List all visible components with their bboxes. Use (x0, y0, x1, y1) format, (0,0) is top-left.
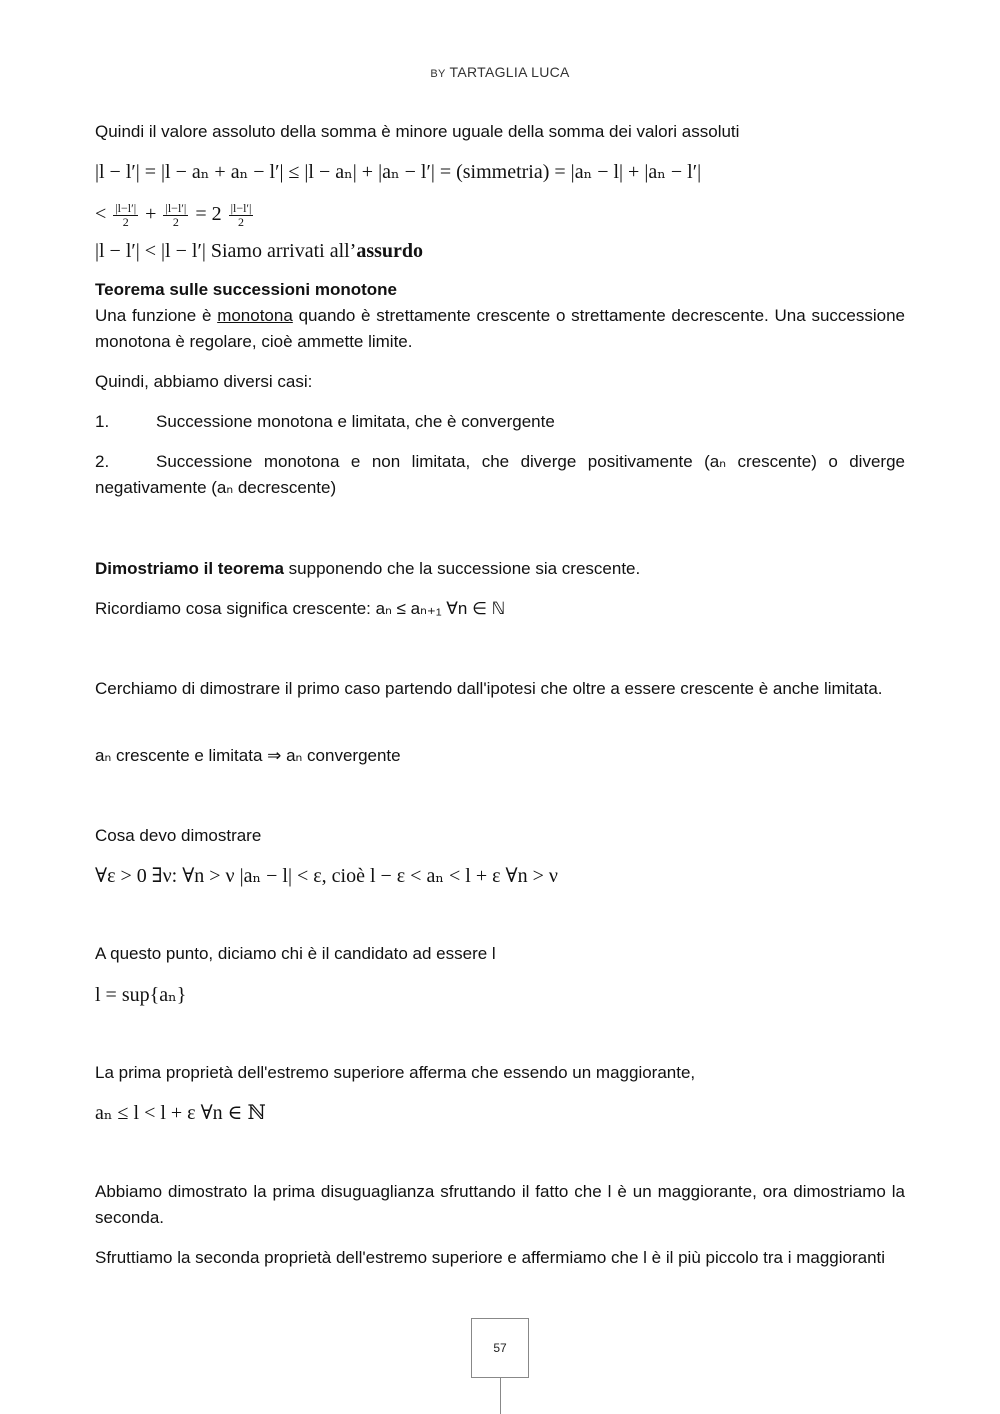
eq2-plus: + (145, 203, 157, 225)
paragraph-candidate: A questo punto, diciamo chi è il candidato ad essere l (95, 944, 496, 963)
fraction-1 (113, 202, 138, 229)
paragraph-abs-sum: Quindi il valore assoluto della somma è minore uguale della somma dei valori assoluti (95, 122, 740, 141)
equation-sup: l = sup{aₙ} (95, 984, 187, 1006)
monotone-text-2: quando è strettamente crescente o strettamente decrescente. Una successione monotona è regolare, cioè ammette limite. (95, 306, 905, 351)
paragraph-second-property: Sfruttiamo la seconda proprietà dell'estremo superiore e affermiamo che l è il più piccolo tra i maggioranti (95, 1248, 886, 1267)
header-author: TARTAGLIA LUCA (449, 64, 570, 80)
paragraph-first-case: Cerchiamo di dimostrare il primo caso partendo dall'ipotesi che oltre a essere crescente è anche limitata. (95, 679, 883, 698)
case-2-number: 2. (95, 452, 110, 471)
fraction-3-den: 2 (238, 214, 245, 229)
paragraph-implication: aₙ crescente e limitata ⇒ aₙ convergente (95, 746, 401, 765)
paragraph-to-prove: Cosa devo dimostrare (95, 826, 262, 845)
paragraph-first-property: La prima proprietà dell'estremo superiore afferma che essendo un maggiorante, (95, 1063, 696, 1082)
equation-limit-definition: ∀ε > 0 ∃ν: ∀n > ν |aₙ − l| < ε, cioè l − ε < aₙ < l + ε ∀n > ν (95, 865, 558, 887)
paragraph-monotone (95, 303, 905, 355)
eq2-equals-two: = 2 (195, 203, 222, 225)
case-1-number: 1. (95, 412, 110, 431)
prove-bold: Dimostriamo il teorema (95, 559, 284, 578)
list-item-case-2 (95, 449, 905, 501)
fraction-2-num: |l−l′| (165, 200, 187, 215)
monotone-word: monotona (217, 306, 293, 325)
fraction-2-den: 2 (172, 214, 179, 229)
header-by: BY (430, 68, 446, 80)
equation-upper-bound: aₙ ≤ l < l + ε ∀n ∈ ℕ (95, 1102, 266, 1124)
fraction-3 (229, 202, 254, 229)
paragraph-prove-theorem (95, 556, 905, 582)
case-1-text: Successione monotona e limitata, che è convergente (156, 412, 555, 431)
list-item-case-1 (95, 409, 905, 435)
eq3-prefix: |l − l′| < |l − l′| Siamo arrivati all’ (95, 240, 357, 262)
eq3-absurd: assurdo (356, 240, 424, 262)
paragraph-first-inequality: Abbiamo dimostrato la prima disuguaglianza sfruttando il fatto che l è un maggiorante, ora dimostriamo la seconda. (95, 1182, 905, 1227)
equation-absurd (95, 237, 905, 265)
paragraph-cases: Quindi, abbiamo diversi casi: (95, 372, 313, 391)
fraction-3-num: |l−l′| (230, 200, 252, 215)
page-number: 57 (471, 1318, 529, 1378)
page-number-connector-line (500, 1377, 501, 1414)
eq2-less-than: < (95, 203, 107, 225)
page-header (0, 64, 1000, 80)
fraction-1-den: 2 (122, 214, 129, 229)
fraction-1-num: |l−l′| (115, 200, 137, 215)
equation-triangle-inequality: |l − l′| = |l − aₙ + aₙ − l′| ≤ |l − aₙ| + |aₙ − l′| = (simmetria) = |aₙ − l| + |aₙ − l′| (95, 161, 702, 183)
case-2-text: Successione monotona e non limitata, che diverge positivamente (aₙ crescente) o diverge negativamente (aₙ decrescente) (95, 452, 905, 497)
theorem-title: Teorema sulle successioni monotone (95, 280, 397, 299)
paragraph-recall-increasing: Ricordiamo cosa significa crescente: aₙ ≤ aₙ₊₁ ∀n ∈ ℕ (95, 599, 506, 618)
monotone-text-1: Una funzione è (95, 306, 212, 325)
prove-rest: supponendo che la successione sia crescente. (283, 559, 641, 578)
fraction-2 (163, 202, 188, 229)
equation-fraction-sum (95, 200, 905, 229)
